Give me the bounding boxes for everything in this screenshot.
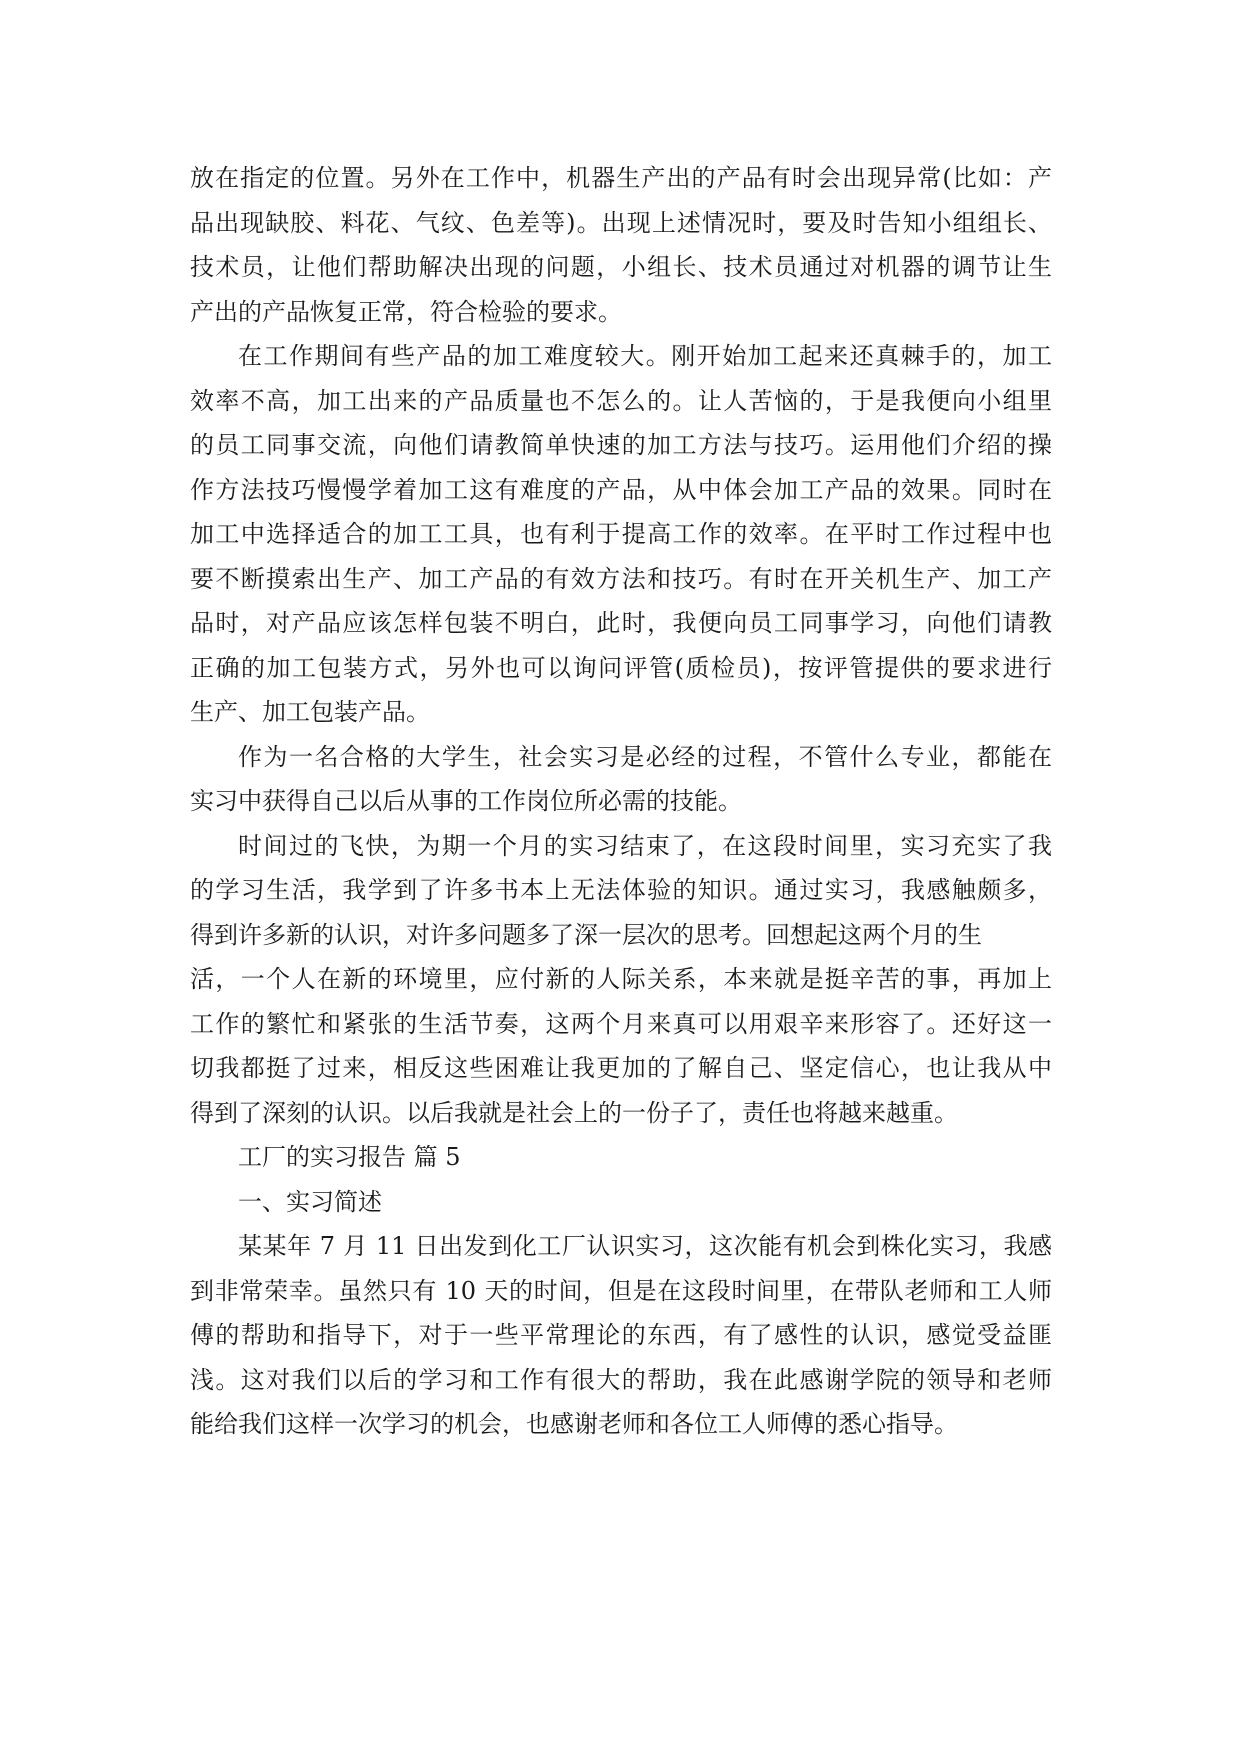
text-line: 浅。这对我们以后的学习和工作有很大的帮助，我在此感谢学院的领导和老师 bbox=[190, 1365, 1052, 1394]
text-line: 正确的加工包装方式，另外也可以询问评管(质检员)，按评管提供的要求进行 bbox=[190, 653, 1052, 682]
text-line: 要不断摸索出生产、加工产品的有效方法和技巧。有时在开关机生产、加工产 bbox=[190, 564, 1052, 593]
text-line: 的学习生活，我学到了许多书本上无法体验的知识。通过实习，我感触颇多， bbox=[190, 876, 1052, 904]
text-line: 傅的帮助和指导下，对于一些平常理论的东西，有了感性的认识，感觉受益匪 bbox=[190, 1321, 1052, 1349]
text-line: 在工作期间有些产品的加工难度较大。刚开始加工起来还真棘手的，加工 bbox=[238, 342, 1052, 370]
text-line: 品时，对产品应该怎样包装不明白，此时，我便向员工同事学习，向他们请教 bbox=[190, 609, 1052, 637]
text-line: 工作的繁忙和紧张的生活节奏，这两个月来真可以用艰辛来形容了。还好这一 bbox=[190, 1009, 1052, 1038]
text-line: 产出的产品恢复正常，符合检验的要求。 bbox=[190, 297, 622, 326]
text-line: 加工中选择适合的加工工具，也有利于提高工作的效率。在平时工作过程中也 bbox=[190, 520, 1052, 548]
section-heading bbox=[190, 1135, 1052, 1180]
text-line: 时间过的飞快，为期一个月的实习结束了，在这段时间里，实习充实了我 bbox=[238, 831, 1052, 860]
section-title: 工厂的实习报告 篇 5 bbox=[238, 1143, 461, 1171]
text-line: 得到许多新的认识，对许多问题多了深一层次的思考。回想起这两个月的生 bbox=[190, 920, 982, 949]
text-line: 作为一名合格的大学生，社会实习是必经的过程，不管什么专业，都能在 bbox=[238, 742, 1052, 771]
paragraph-2 bbox=[190, 334, 1052, 735]
paragraph-5 bbox=[190, 1224, 1052, 1447]
subsection-title: 一、实习简述 bbox=[238, 1187, 382, 1216]
text-line: 能给我们这样一次学习的机会，也感谢老师和各位工人师傅的悉心指导。 bbox=[190, 1410, 958, 1438]
text-line: 活，一个人在新的环境里，应付新的人际关系，本来就是挺辛苦的事，再加上 bbox=[190, 965, 1052, 993]
text-line: 效率不高，加工出来的产品质量也不怎么的。让人苦恼的，于是我便向小组里 bbox=[190, 386, 1052, 415]
paragraph-4 bbox=[190, 824, 1052, 1136]
text-line: 生产、加工包装产品。 bbox=[190, 698, 430, 726]
text-line: 到非常荣幸。虽然只有 10 天的时间，但是在这段时间里，在带队老师和工人师 bbox=[190, 1276, 1052, 1305]
text-line: 品出现缺胶、料花、气纹、色差等)。出现上述情况时，要及时告知小组组长、 bbox=[190, 208, 1052, 237]
text-line: 实习中获得自己以后从事的工作岗位所必需的技能。 bbox=[190, 787, 742, 815]
text-line: 的员工同事交流，向他们请教简单快速的加工方法与技巧。运用他们介绍的操 bbox=[190, 431, 1052, 459]
text-line: 某某年 7 月 11 日出发到化工厂认识实习，这次能有机会到株化实习，我感 bbox=[238, 1232, 1052, 1260]
text-line: 技术员，让他们帮助解决出现的问题，小组长、技术员通过对机器的调节让生 bbox=[190, 253, 1052, 281]
paragraph-1 bbox=[190, 156, 1052, 334]
paragraph-3 bbox=[190, 735, 1052, 824]
text-line: 放在指定的位置。另外在工作中，机器生产出的产品有时会出现异常(比如：产 bbox=[190, 164, 1052, 192]
text-line: 作方法技巧慢慢学着加工这有难度的产品，从中体会加工产品的效果。同时在 bbox=[190, 475, 1052, 504]
text-line: 得到了深刻的认识。以后我就是社会上的一份子了，责任也将越来越重。 bbox=[190, 1098, 958, 1127]
document-body bbox=[190, 156, 1052, 1447]
text-line: 切我都挺了过来，相反这些困难让我更加的了解自己、坚定信心，也让我从中 bbox=[190, 1054, 1052, 1082]
subsection-heading bbox=[190, 1180, 1052, 1225]
